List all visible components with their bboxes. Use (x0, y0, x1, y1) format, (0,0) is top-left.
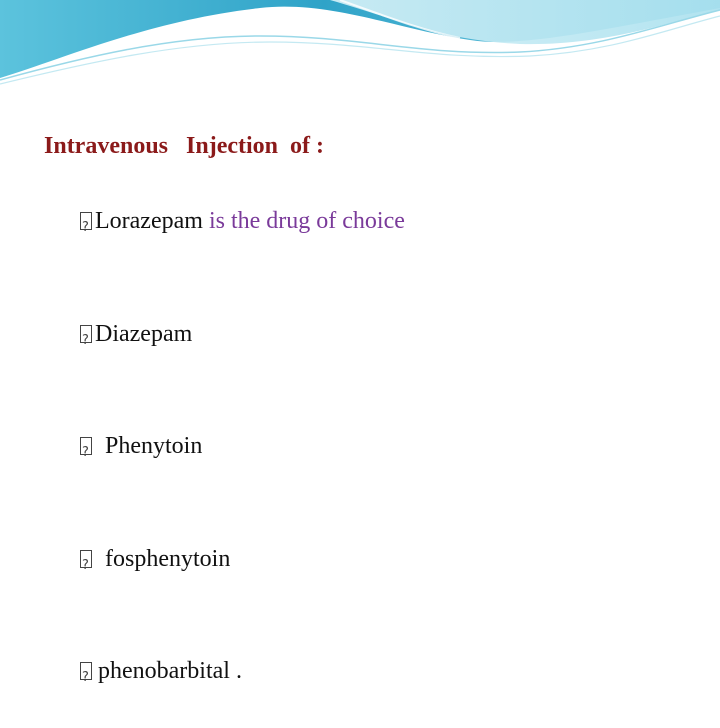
list-item (44, 503, 684, 616)
list-item (44, 278, 684, 391)
header-wave-decoration (0, 0, 720, 90)
missing-glyph-box-icon (80, 212, 92, 230)
missing-glyph-box-icon (80, 437, 92, 455)
list-item (44, 166, 684, 279)
list-item (44, 391, 684, 504)
list-item-text: fosphenytoin (105, 546, 230, 572)
list-item-text: Lorazepam (95, 208, 203, 234)
list-item-text: Phenytoin (105, 433, 202, 459)
list-item-text: Diazepam (95, 321, 192, 347)
list-item (44, 616, 684, 728)
missing-glyph-box-icon (80, 662, 92, 680)
missing-glyph-box-icon (80, 550, 92, 568)
slide-body (44, 128, 684, 728)
missing-glyph-box-icon (80, 325, 92, 343)
slide-heading: Intravenous Injection of : (44, 128, 684, 166)
list-item-text: phenobarbital . (98, 658, 242, 684)
list-item-note: is the drug of choice (203, 208, 405, 234)
